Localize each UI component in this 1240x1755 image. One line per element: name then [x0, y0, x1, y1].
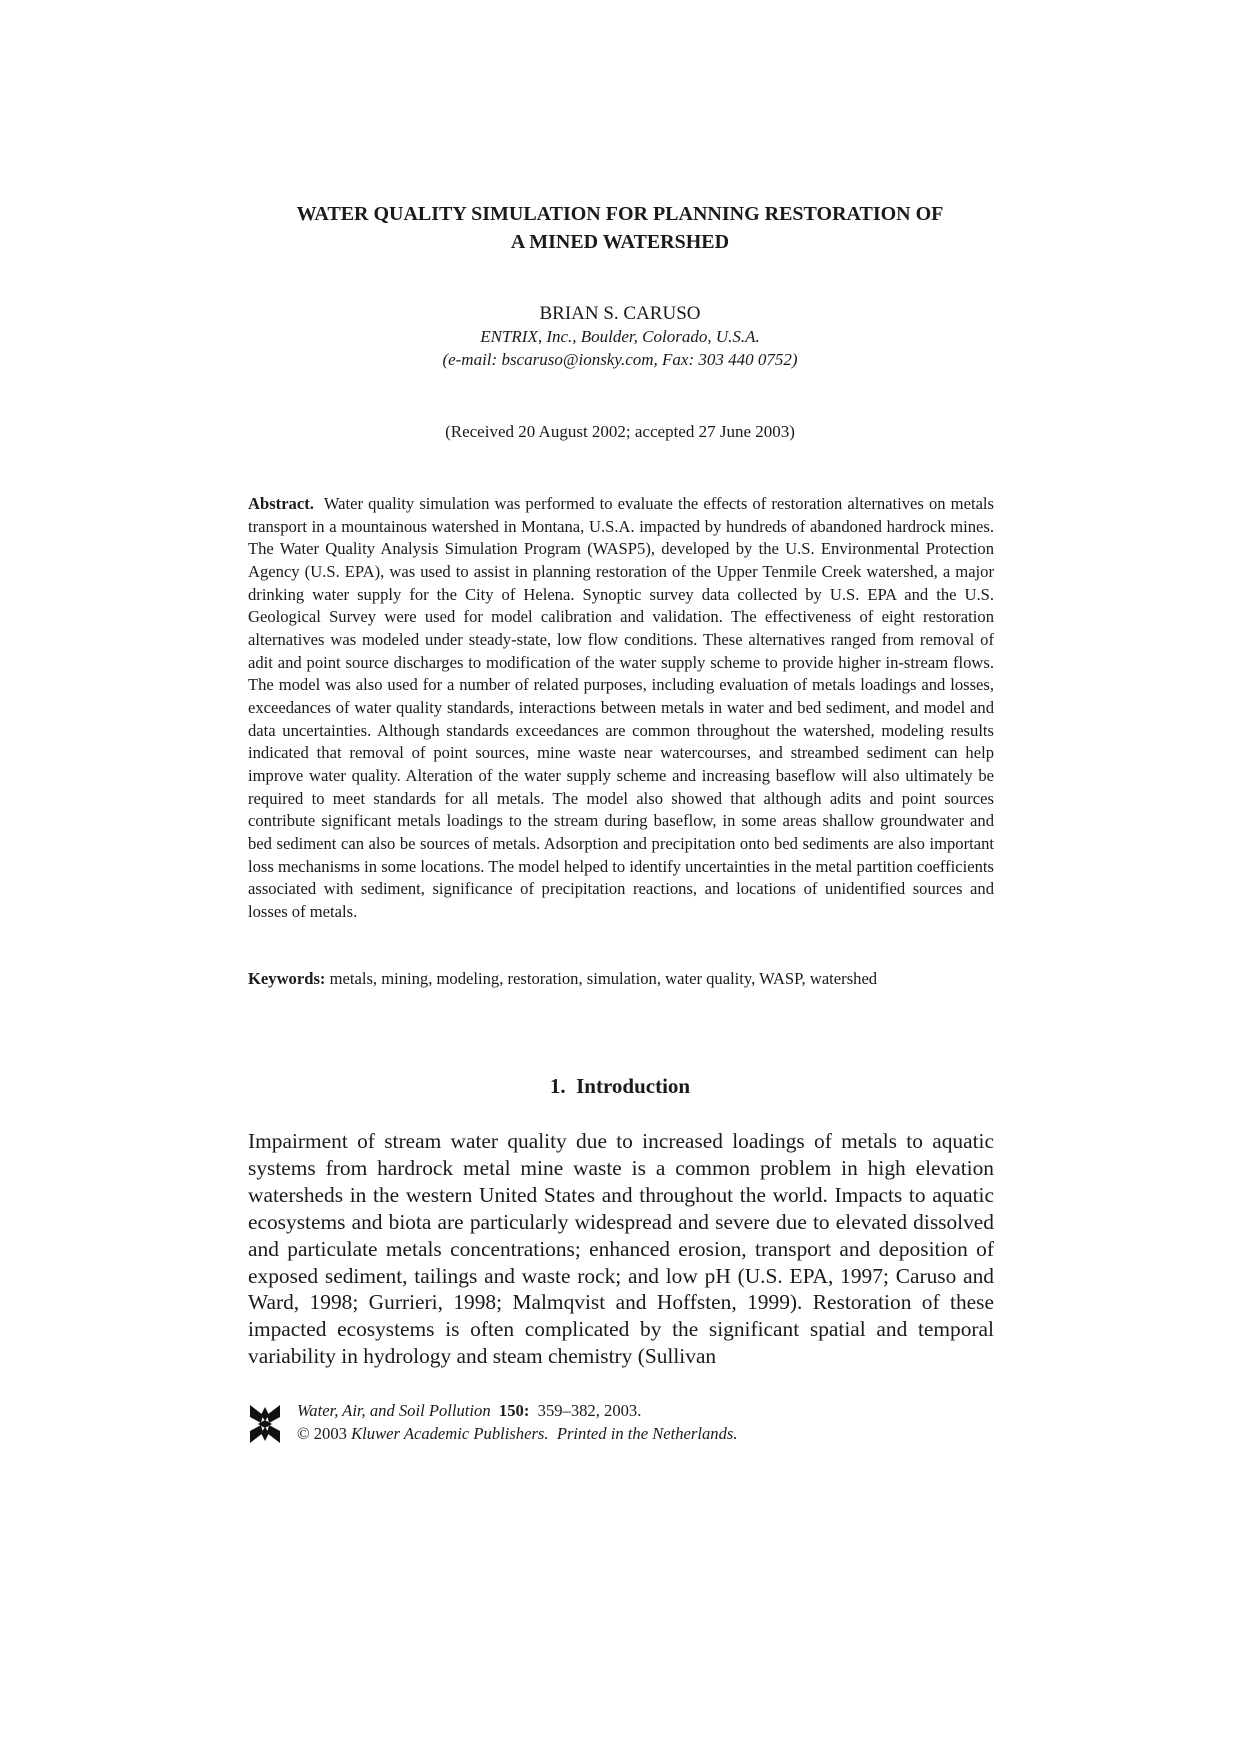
paper-title — [240, 200, 1000, 256]
abstract-text: Water quality simulation was performed to evaluate the effects of restoration alternatives on metals transport in a mountainous watershed in Montana, U.S.A. impacted by hundreds of abandoned hardrock mines. The Water Quality Analysis Simulation Program (WASP5), developed by the U.S. Environmental Protection Agency (U.S. EPA), was used to assist in planning restoration of the Upper Tenmile Creek watershed, a major drinking water supply for the City of Helena. Synoptic survey data collected by U.S. EPA and the U.S. Geological Survey were used for model calibration and validation. The effectiveness of eight restoration alternatives was modeled under steady-state, low flow conditions. These alternatives ranged from removal of adit and point source discharges to modification of the water supply scheme to provide higher in-stream flows. The model was also used for a number of related purposes, including evaluation of metals loadings and losses, exceedances of water quality standards, interactions between metals in water and bed sediment, and model and data uncertainties. Although standards exceedances are common throughout the watershed, modeling results indicated that removal of point sources, mine waste near watercourses, and streambed sediment can help improve water quality. Alteration of the water supply scheme and increasing baseflow will also ultimately be required to meet standards for all metals. The model also showed that although adits and point sources contribute significant metals loadings to the stream during baseflow, in some areas shallow groundwater and bed sediment can also be sources of metals. Adsorption and precipitation onto bed sediments are also important loss mechanisms in some locations. The model helped to identify uncertainties in the metal partition coefficients associated with sediment, significance of precipitation reactions, and locations of unidentified sources and losses of metals. — [248, 494, 995, 921]
keywords — [248, 968, 994, 990]
footer-citation — [297, 1399, 738, 1445]
paper-title-line-1: WATER QUALITY SIMULATION FOR PLANNING RESTORATION OF — [296, 203, 944, 225]
footer-volume: 150: — [498, 1401, 530, 1420]
footer-copyright: © 2003 — [297, 1424, 347, 1443]
received-dates: (Received 20 August 2002; accepted 27 June 2003) — [445, 422, 795, 441]
footer-publisher: Kluwer Academic Publishers. Printed in the Netherlands. — [351, 1424, 738, 1443]
section-heading-introduction: 1. Introduction — [549, 1074, 691, 1098]
abstract — [248, 493, 994, 923]
footer-copyright-line — [297, 1422, 738, 1445]
keywords-label: Keywords: — [248, 969, 326, 988]
author-block — [240, 302, 1000, 371]
footer-journal-name: Water, Air, and Soil Pollution — [297, 1401, 491, 1420]
kluwer-logo-icon — [248, 1403, 282, 1445]
footer-journal-line — [297, 1399, 738, 1422]
paper-title-line-2: A MINED WATERSHED — [510, 231, 730, 253]
introduction-paragraph: Impairment of stream water quality due to increased loadings of metals to aquatic systems from hardrock metal mine waste is a common problem in high elevation watersheds in the western United States and throughout the world. Impacts to aquatic ecosystems and biota are particularly widespread and severe due to elevated dissolved and particulate metals concentrations; enhanced erosion, transport and deposition of exposed sediment, tailings and waste rock; and low pH (U.S. EPA, 1997; Caruso and Ward, 1998; Gurrieri, 1998; Malmqvist and Hoffsten, 1999). Restoration of these impacted ecosystems is often complicated by the significant spatial and temporal variability in hydrology and steam chemistry (Sullivan — [248, 1129, 994, 1369]
keywords-text: metals, mining, modeling, restoration, simulation, water quality, WASP, watershed — [329, 969, 878, 988]
abstract-label: Abstract. — [248, 494, 314, 513]
author-affiliation: ENTRIX, Inc., Boulder, Colorado, U.S.A. — [480, 327, 760, 346]
author-contact: (e-mail: bscaruso@ionsky.com, Fax: 303 440 0752) — [442, 350, 798, 369]
author-name: BRIAN S. CARUSO — [539, 303, 701, 324]
publication-footer — [248, 1399, 808, 1449]
footer-pages-year: 359–382, 2003. — [537, 1401, 642, 1420]
